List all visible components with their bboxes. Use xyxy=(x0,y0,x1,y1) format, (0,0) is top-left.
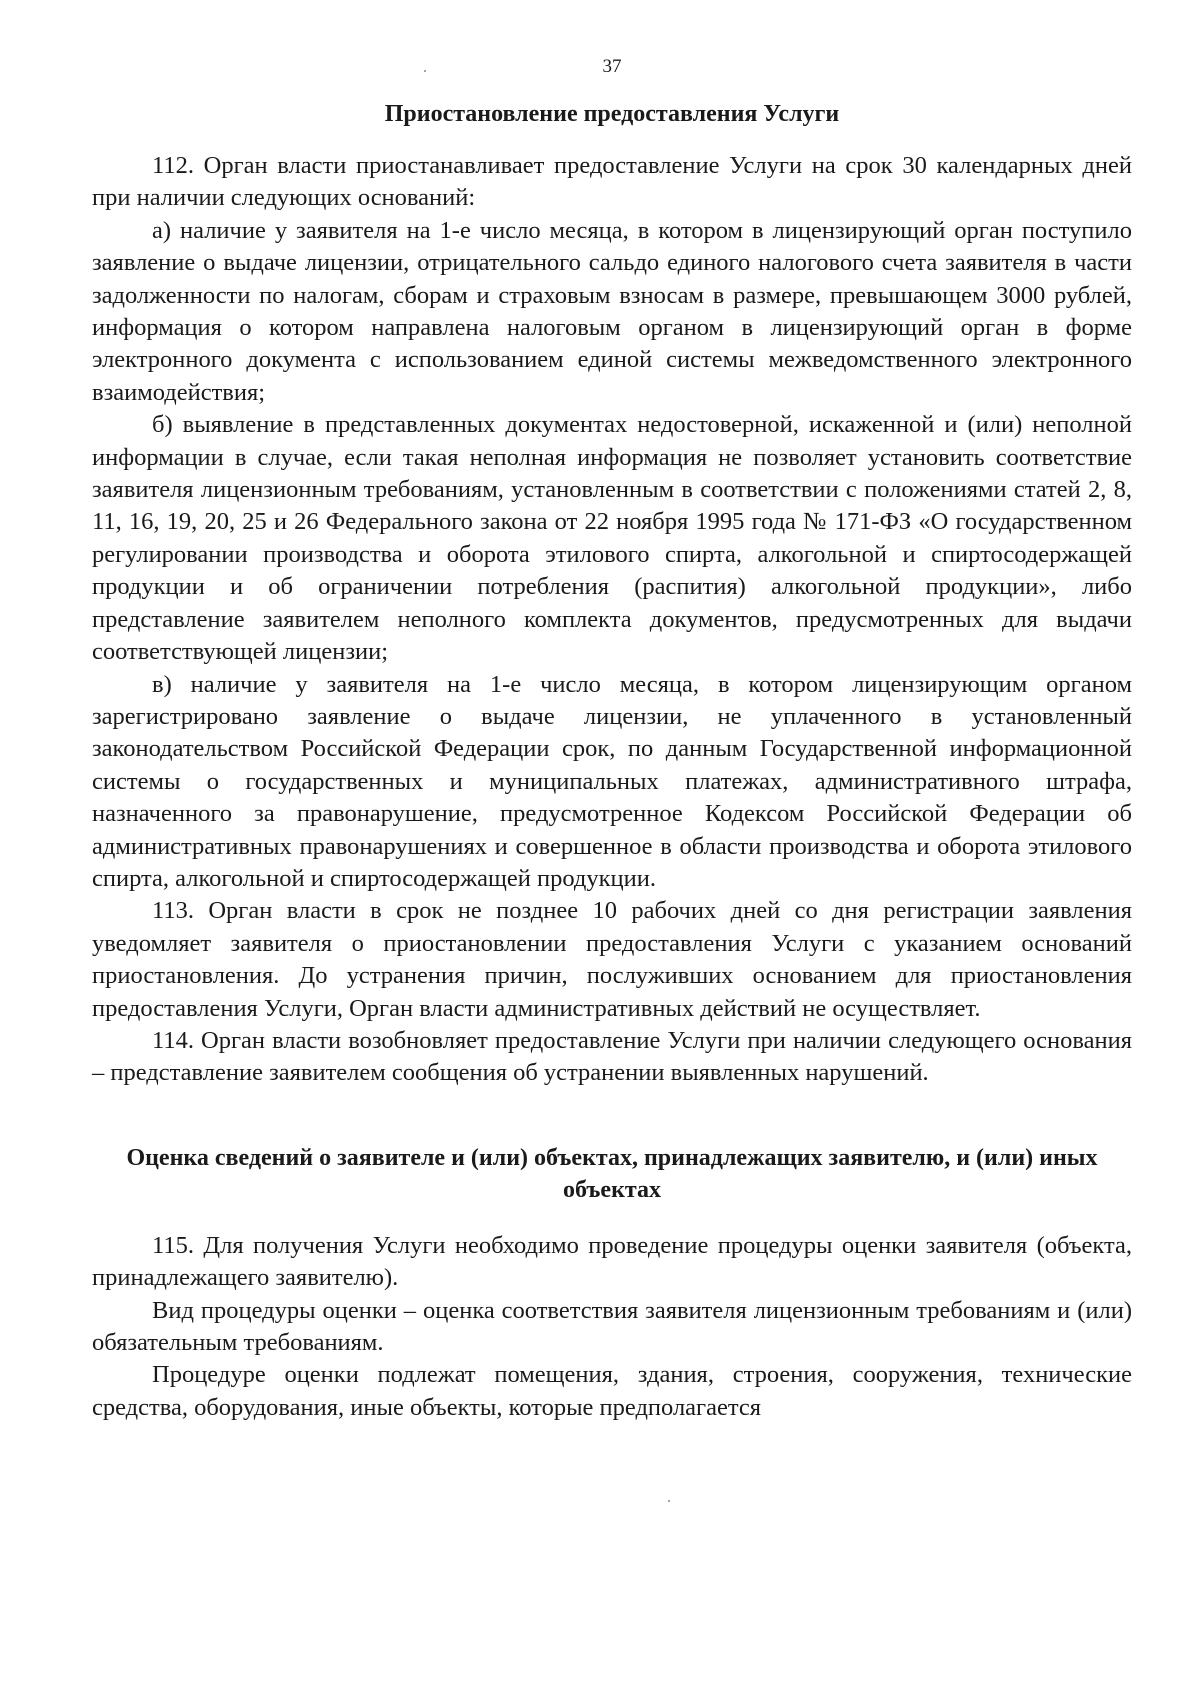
section-body-suspension xyxy=(92,150,1132,1090)
paragraph-113: 113. Орган власти в срок не позднее 10 рабочих дней со дня регистрации заявления уведомляет заявителя о приостановлении предоставления Услуги с указанием оснований приостановления. До устранения причин, послуживших основанием для приостановления предоставления Услуги, Орган власти административных действий не осуществляет. xyxy=(92,897,1132,1022)
paragraph-assessment-type: Вид процедуры оценки – оценка соответствия заявителя лицензионным требованиям и (или) обязательным требованиям. xyxy=(92,1296,1132,1356)
document-page xyxy=(92,56,1132,1656)
section-heading-assessment: Оценка сведений о заявителе и (или) объектах, принадлежащих заявителю, и (или) иных объектах xyxy=(126,1144,1098,1203)
paragraph-114: 114. Орган власти возобновляет предоставление Услуги при наличии следующего основания – представление заявителем сообщения об устранении выявленных нарушений. xyxy=(92,1026,1132,1087)
page-number: 37 xyxy=(602,56,622,77)
paragraph-assessment-objects: Процедуре оценки подлежат помещения, здания, строения, сооружения, технические средства, оборудования, иные объекты, которые предполагается xyxy=(92,1361,1132,1421)
paragraph-112-v: в) наличие у заявителя на 1-е число месяца, в котором лицензирующим органом зарегистрировано заявление о выдаче лицензии, не уплаченного в установленный законодательством Российской Федерации срок, по данным Государственной информационной системы о государственных и муниципальных платежах, административного штрафа, назначенного за правонарушение, предусмотренное Кодексом Российской Федерации об административных правонарушениях и совершенное в области производства и оборота этилового спирта, алкогольной и спиртосодержащей продукции. xyxy=(92,670,1132,892)
scan-speck xyxy=(424,70,426,72)
section-body-assessment xyxy=(92,1230,1132,1424)
paragraph-112: 112. Орган власти приостанавливает предоставление Услуги на срок 30 календарных дней при наличии следующих оснований: xyxy=(92,152,1132,212)
paragraph-115: 115. Для получения Услуги необходимо проведение процедуры оценки заявителя (объекта, принадлежащего заявителю). xyxy=(92,1231,1132,1292)
section-heading-suspension: Приостановление предоставления Услуги xyxy=(384,101,840,127)
scan-speck xyxy=(668,1500,670,1502)
paragraph-112-b: б) выявление в представленных документах недостоверной, искаженной и (или) неполной информации в случае, если такая неполная информация не позволяет установить соответствие заявителя лицензионным требованиям, установленным в соответствии с положениями статей 2, 8, 11, 16, 19, 20, 25 и 26 Федерального закона от 22 ноября 1995 года № 171-ФЗ «О государственном регулировании производства и оборота этилового спирта, алкогольной и спиртосодержащей продукции и об ограничении потребления (распития) алкогольной продукции», либо представление заявителем неполного комплекта документов, предусмотренных для выдачи соответствующей лицензии; xyxy=(92,411,1132,666)
paragraph-112-a: а) наличие у заявителя на 1-е число месяца, в котором в лицензирующий орган поступило заявление о выдаче лицензии, отрицательного сальдо единого налогового счета заявителя в части задолженности по налогам, сборам и страховым взносам в размере, превышающем 3000 рублей, информация о котором направлена налоговым органом в лицензирующий орган в форме электронного документа с использованием единой системы межведомственного электронного взаимодействия; xyxy=(92,216,1132,406)
